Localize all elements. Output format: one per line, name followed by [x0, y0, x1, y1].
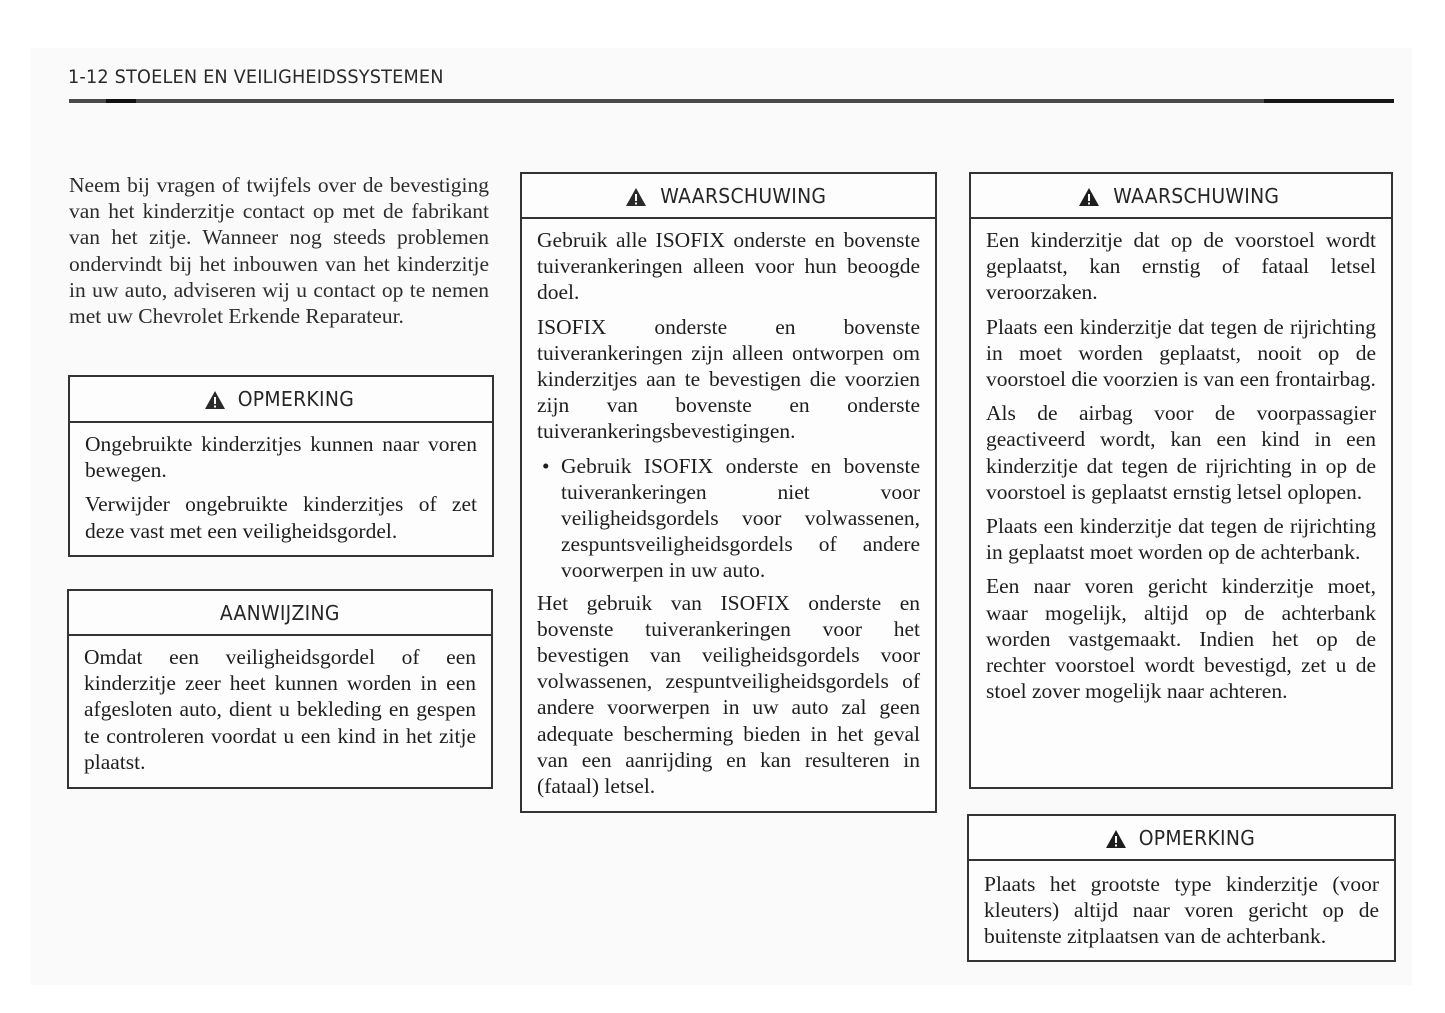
- notice-box-right: [967, 814, 1396, 962]
- warning-paragraph: Gebruik alle ISOFIX onderste en bovenste tuiverankeringen alleen voor hun beoogde doel.: [537, 228, 920, 305]
- warning-bullet-item: [542, 453, 920, 584]
- header-rule-end: [1264, 99, 1394, 103]
- warning-triangle-icon: [204, 390, 226, 410]
- notice-title: OPMERKING: [1138, 825, 1255, 850]
- warning-box-right: [969, 172, 1393, 789]
- hint-body: [69, 636, 491, 775]
- notice-box-left: [68, 375, 494, 557]
- hint-box-header: [69, 591, 491, 636]
- warning-body: [522, 219, 935, 799]
- header-rule: [69, 99, 1394, 103]
- warning-box-header: [971, 174, 1391, 219]
- warning-triangle-icon: [625, 187, 647, 207]
- warning-triangle-icon: [1078, 187, 1100, 207]
- header-rule-marker: [106, 99, 136, 103]
- warning-closing-paragraph: Het gebruik van ISOFIX onderste en bovenste tuiverankeringen voor het bevestigen van veiligheidsgordels voor volwassenen, zespuntveiligheidsgordels of andere voorwerpen in uw auto zal geen adequate bescherming bieden in het geval van een aanrijding en kan resulteren in (fataal) letsel.: [537, 590, 920, 799]
- notice-box-header: [70, 377, 492, 423]
- notice-box-header: [969, 816, 1394, 861]
- warning-box-header: [522, 174, 935, 219]
- warning-paragraph: Een naar voren gericht kinderzitje moet, waar mogelijk, altijd op de achterbank worden vastgemaakt. Indien het op de rechter voorstoel wordt bevestigd, zet u de stoel zover mogelijk naar achteren.: [986, 574, 1376, 704]
- warning-paragraph: Een kinderzitje dat op de voorstoel wordt geplaatst, kan ernstig of fataal letsel veroorzaken.: [986, 228, 1376, 305]
- intro-paragraph: Neem bij vragen of twijfels over de bevestiging van het kinderzitje contact op met de fabrikant van het zitje. Wanneer nog steeds problemen ondervindt bij het inbouwen van het kinderzitje in uw auto, adviseren wij u contact op te nemen met uw Chevrolet Erkende Reparateur.: [69, 173, 489, 329]
- warning-bullet-list: [537, 453, 920, 584]
- warning-paragraph: ISOFIX onderste en bovenste tuiverankeringen zijn alleen ontworpen om kinderzitjes aan te bevestigen die voorzien zijn van bovenste en onderste tuiverankeringsbevestigingen.: [537, 314, 920, 444]
- warning-title: WAARSCHUWING: [1113, 183, 1279, 208]
- bullet-dot-icon: •: [542, 453, 550, 478]
- warning-title: WAARSCHUWING: [660, 183, 827, 208]
- warning-body: [971, 219, 1391, 704]
- warning-bullet-text: Gebruik ISOFIX onderste en bovenste tuiverankeringen niet voor veiligheidsgordels voor volwassenen, zespuntsveiligheidsgordels of andere voorwerpen in uw auto.: [561, 453, 920, 583]
- notice-paragraph: Ongebruikte kinderzitjes kunnen naar voren bewegen.: [85, 432, 477, 483]
- hint-box-left: [67, 589, 493, 789]
- warning-triangle-icon: [1105, 829, 1127, 849]
- running-head: 1-12 STOELEN EN VEILIGHEIDSSYSTEMEN: [68, 66, 444, 88]
- hint-paragraph: Omdat een veiligheidsgordel of een kinderzitje zeer heet kunnen worden in een afgesloten auto, dient u bekleding en gespen te controleren voordat u een kind in het zitje plaatst.: [84, 645, 476, 774]
- warning-paragraph: Plaats een kinderzitje dat tegen de rijrichting in moet worden geplaatst, nooit op de voorstoel die voorzien is van een frontairbag.: [986, 314, 1376, 392]
- notice-body: [70, 423, 492, 544]
- warning-paragraph: Als de airbag voor de voorpassagier geactiveerd wordt, kan een kind in een kinderzitje dat tegen de rijrichting in op de voorstoel is geplaatst ernstig letsel oplopen.: [986, 401, 1376, 504]
- notice-body: [969, 861, 1394, 950]
- notice-title: OPMERKING: [237, 387, 355, 411]
- hint-title: AANWIJZING: [220, 600, 340, 625]
- notice-paragraph: Verwijder ongebruikte kinderzitjes of zet deze vast met een veiligheidsgordel.: [85, 492, 477, 543]
- warning-box-middle: [520, 172, 937, 813]
- notice-paragraph: Plaats het grootste type kinderzitje (voor kleuters) altijd naar voren gericht op de buitenste zitplaatsen van de achterbank.: [984, 872, 1379, 949]
- warning-paragraph: Plaats een kinderzitje dat tegen de rijrichting in geplaatst moet worden op de achterbank.: [986, 514, 1376, 565]
